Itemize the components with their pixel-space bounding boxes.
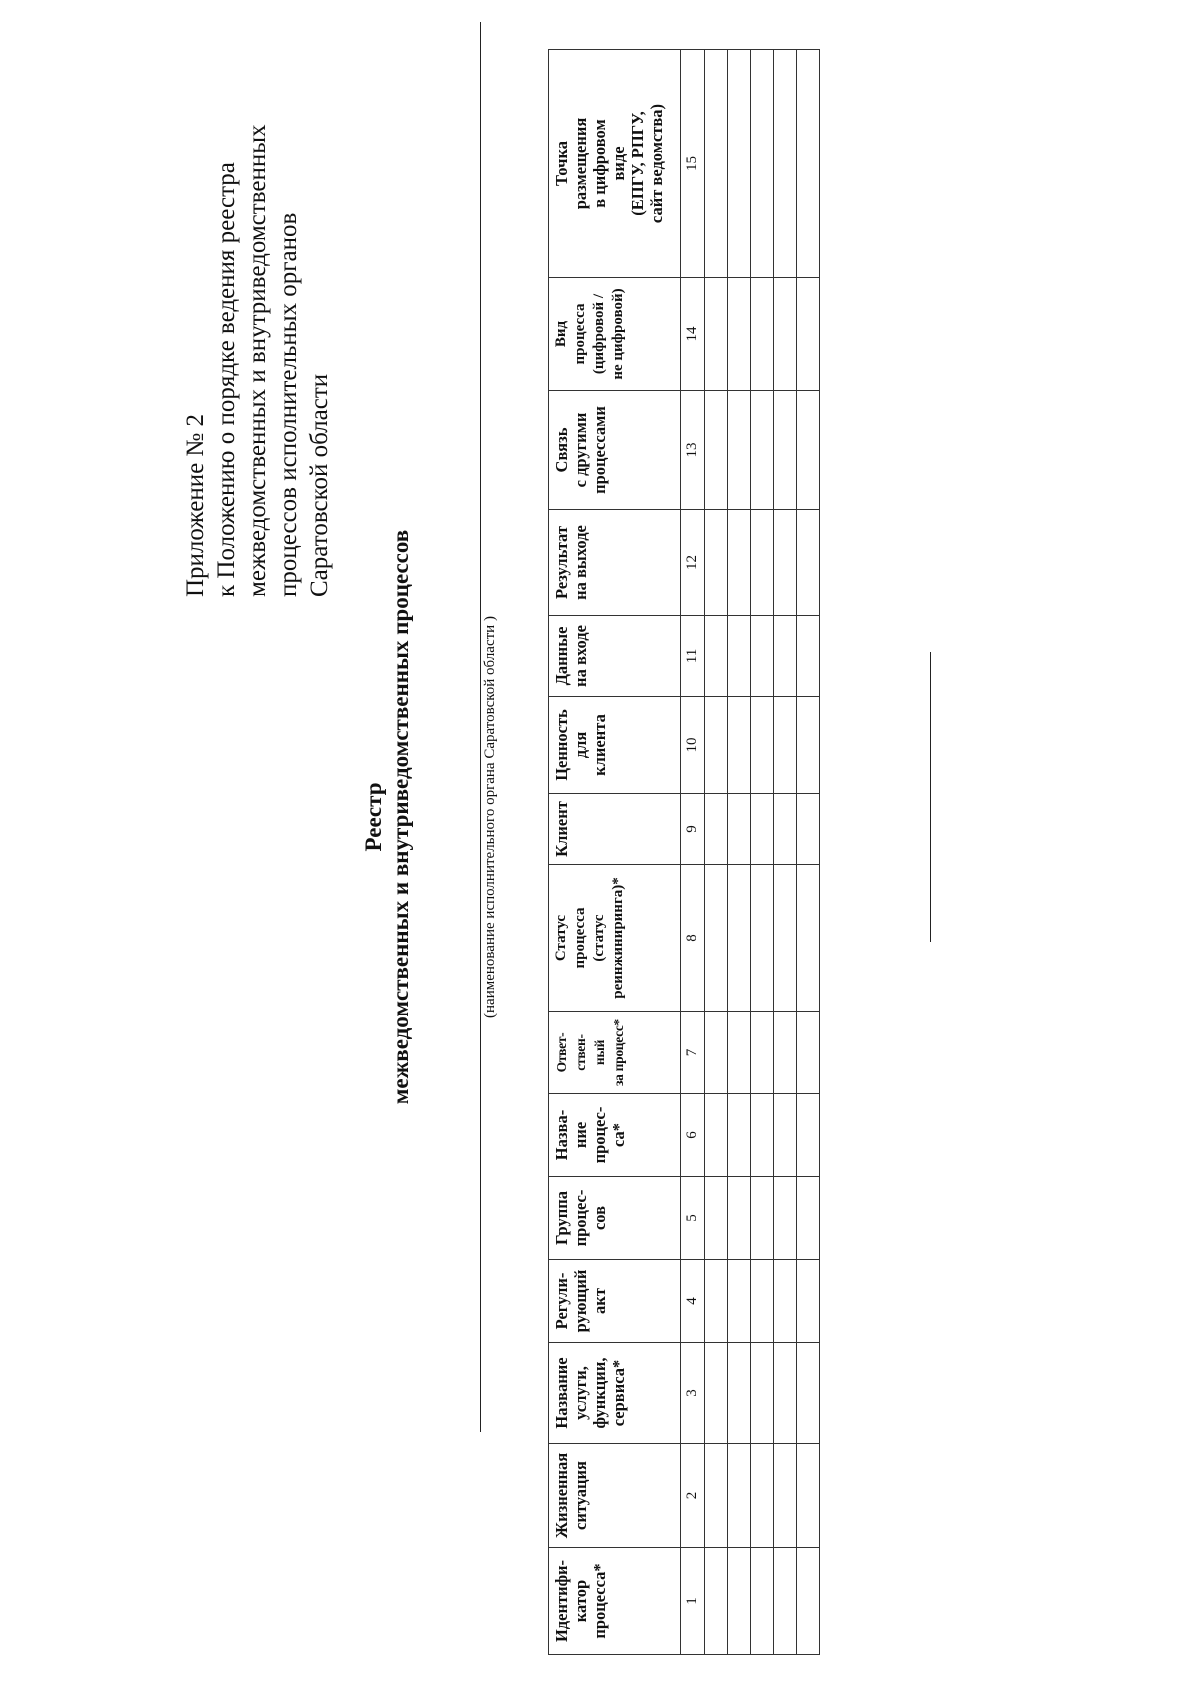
column-header: Название услуги, функции, сервиса* [549,1343,681,1444]
header-row [549,50,681,1655]
column-header: Идентифи- катор процесса* [549,1548,681,1655]
table-cell [728,391,751,510]
table-row [705,50,728,1655]
column-header: Ценность для клиента [549,697,681,794]
column-header: Жизненная ситуация [549,1444,681,1548]
table-cell [705,1094,728,1177]
table-cell [774,1094,797,1177]
org-name-underline [480,22,481,1432]
table-cell [728,865,751,1012]
table-cell [751,1177,774,1260]
table-row [728,50,751,1655]
table-cell [797,697,820,794]
table-cell [728,1177,751,1260]
table-cell [774,50,797,278]
annex-line: к Положению о порядке ведения реестра [213,162,240,597]
org-name-caption: (наименование исполнительного органа Саратовской области ) [482,616,498,1018]
table-cell [797,1094,820,1177]
table-cell [705,697,728,794]
table-cell [774,865,797,1012]
table-cell [797,1548,820,1655]
table-cell [751,510,774,616]
table-cell [797,1343,820,1444]
table-cell [705,1012,728,1094]
table-cell [751,697,774,794]
table-cell [705,1444,728,1548]
table-cell [774,1548,797,1655]
table-cell [751,1094,774,1177]
annex-line: Приложение № 2 [182,413,209,597]
table-cell [751,1444,774,1548]
table-cell [797,794,820,865]
table-cell [705,278,728,391]
table-cell [751,1012,774,1094]
column-number: 9 [681,794,705,865]
table-cell [774,1260,797,1343]
column-number: 13 [681,391,705,510]
table-cell [728,697,751,794]
column-number: 1 [681,1548,705,1655]
table-cell [751,794,774,865]
table-cell [774,278,797,391]
table-cell [774,510,797,616]
column-header: Назва- ние процес- са* [549,1094,681,1177]
table-cell [774,1177,797,1260]
table-cell [751,616,774,697]
table-cell [774,1444,797,1548]
signature-line [930,652,931,942]
title-line-2: межведомственных и внутриведомственных процессов [388,529,413,1105]
table-row [797,50,820,1655]
column-header: Результат на выходе [549,510,681,616]
table-cell [751,1260,774,1343]
table-cell [774,616,797,697]
table-cell [774,1343,797,1444]
table-cell [728,1094,751,1177]
table-row [774,50,797,1655]
table-cell [797,616,820,697]
table-cell [751,50,774,278]
column-header: Связь с другими процессами [549,391,681,510]
table-cell [728,1260,751,1343]
table-cell [705,1260,728,1343]
table-cell [705,1548,728,1655]
column-number: 12 [681,510,705,616]
table-cell [751,391,774,510]
table-cell [705,50,728,278]
column-number: 7 [681,1012,705,1094]
table-cell [774,794,797,865]
register-table [548,49,820,1655]
table-cell [705,1177,728,1260]
table-cell [705,794,728,865]
table-cell [728,278,751,391]
table-cell [705,616,728,697]
table-cell [728,1548,751,1655]
column-header: Регули- рующий акт [549,1260,681,1343]
column-number: 3 [681,1343,705,1444]
column-header: Статус процесса (статус реинжиниринга)* [549,865,681,1012]
table-cell [797,1012,820,1094]
table-cell [705,865,728,1012]
annex-line: процессов исполнительных органов [275,212,302,597]
column-number: 8 [681,865,705,1012]
table-cell [728,1444,751,1548]
column-number: 2 [681,1444,705,1548]
table-cell [705,510,728,616]
table-cell [728,616,751,697]
table-cell [797,391,820,510]
column-number: 6 [681,1094,705,1177]
column-header: Ответ- ствен- ный за процесс* [549,1012,681,1094]
table-cell [751,1343,774,1444]
column-header: Данные на входе [549,616,681,697]
table-cell [797,1444,820,1548]
table-cell [705,391,728,510]
table-cell [728,510,751,616]
table-cell [728,50,751,278]
table-cell [797,50,820,278]
table-cell [797,510,820,616]
column-number-row [681,50,705,1655]
column-number: 10 [681,697,705,794]
column-number: 4 [681,1260,705,1343]
column-number: 11 [681,616,705,697]
table-cell [797,865,820,1012]
column-number: 5 [681,1177,705,1260]
table-cell [728,1012,751,1094]
title-line-1: Реестр [361,782,386,852]
table-cell [797,1260,820,1343]
table-cell [774,697,797,794]
table-cell [774,1012,797,1094]
column-header: Вид процесса (цифровой / не цифровой) [549,278,681,391]
register-body [681,50,820,1655]
column-header: Клиент [549,794,681,865]
table-cell [797,278,820,391]
table-cell [751,278,774,391]
table-row [751,50,774,1655]
column-number: 15 [681,50,705,278]
annex-line: Саратовской области [306,373,333,597]
annex-line: межведомственных и внутриведомственных [244,124,271,597]
table-cell [751,865,774,1012]
table-cell [728,1343,751,1444]
table-cell [705,1343,728,1444]
table-cell [751,1548,774,1655]
column-header: Точка размещения в цифровом виде (ЕПГУ, РПГУ, сайт ведомства) [549,50,681,278]
table-cell [797,1177,820,1260]
column-number: 14 [681,278,705,391]
column-header: Группа процес- сов [549,1177,681,1260]
annex-header [180,37,335,597]
register-title [360,167,414,1467]
table-cell [728,794,751,865]
table-cell [774,391,797,510]
